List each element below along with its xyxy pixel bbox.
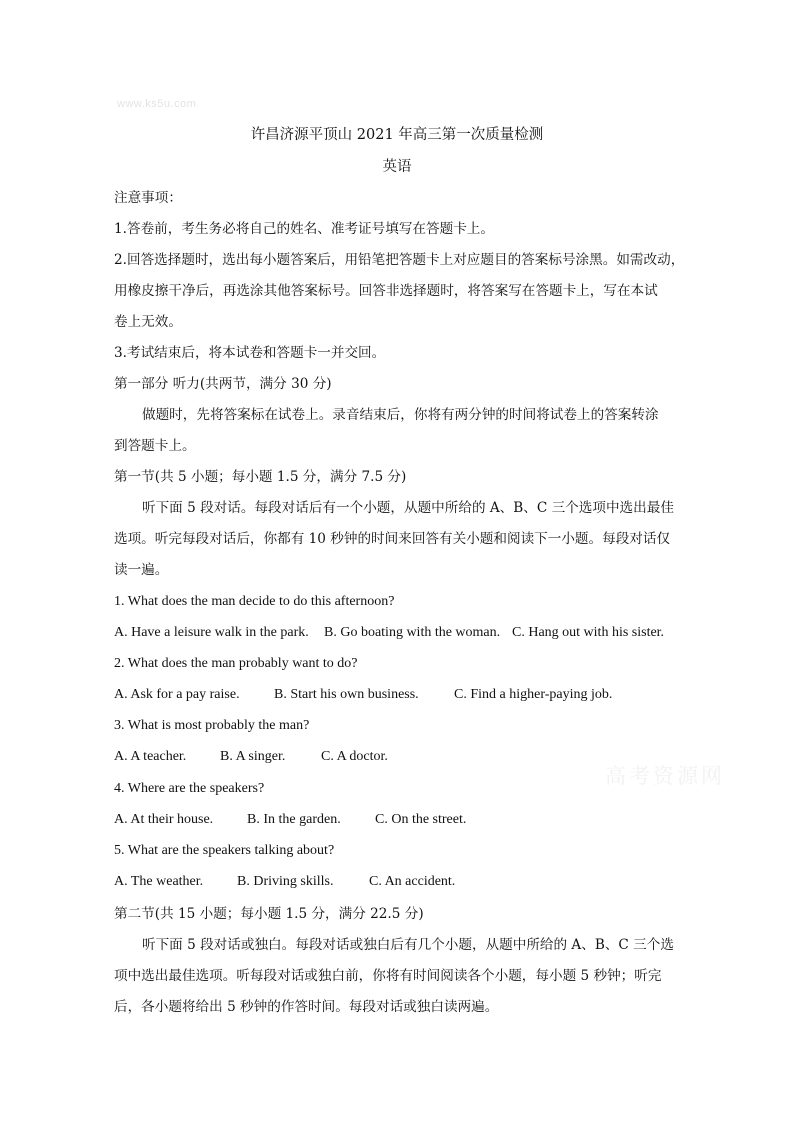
question-5-option-a: A. The weather. (114, 874, 204, 889)
question-1-option-a: A. Have a leisure walk in the park. (114, 625, 309, 640)
question-4-stem: 4. Where are the speakers? (114, 781, 265, 796)
section2-heading: 第二节(共 15 小题；每小题 1.5 分，满分 22.5 分) (114, 906, 424, 922)
notice-item-2-line-2: 用橡皮擦干净后，再选涂其他答案标号。回答非选择题时，将答案写在答题卡上，写在本试 (114, 283, 658, 299)
question-1-option-c: C. Hang out with his sister. (512, 625, 665, 640)
question-2-stem: 2. What does the man probably want to do? (114, 656, 358, 671)
question-5-option-b: B. Driving skills. (237, 874, 334, 889)
question-4-options (114, 811, 690, 829)
notice-heading: 注意事项： (114, 190, 182, 206)
section2-instr-line-2: 项中选出最佳选项。听每段对话或独白前，你将有时间阅读各个小题，每小题 5 秒钟；听完 (114, 968, 662, 984)
question-1-stem: 1. What does the man decide to do this afternoon? (114, 594, 395, 609)
notice-item-3: 3.考试结束后，将本试卷和答题卡一并交回。 (114, 345, 386, 361)
section2-instr-line-1: 听下面 5 段对话或独白。每段对话或独白后有几个小题，从题中所给的 A、B、C 三个选 (142, 937, 674, 953)
watermark-right: 高考资源网 (605, 764, 725, 788)
exam-title: 许昌济源平顶山 2021 年高三第一次质量检测 (250, 127, 544, 143)
question-4-option-b: B. In the garden. (247, 812, 341, 827)
exam-subject: 英语 (382, 159, 412, 175)
question-1-option-b: B. Go boating with the woman. (324, 625, 501, 640)
question-5-stem: 5. What are the speakers talking about? (114, 843, 335, 858)
question-5-options (114, 873, 690, 891)
notice-item-1: 1.答卷前，考生务必将自己的姓名、准考证号填写在答题卡上。 (114, 221, 494, 237)
question-3-stem: 3. What is most probably the man? (114, 718, 310, 733)
part1-intro-line-1: 做题时，先将答案标在试卷上。录音结束后，你将有两分钟的时间将试卷上的答案转涂 (142, 407, 659, 423)
watermark-top: www.ks5u.com (117, 98, 197, 110)
section1-instr-line-2: 选项。听完每段对话后，你都有 10 秒钟的时间来回答有关小题和阅读下一小题。每段对话仅 (114, 531, 671, 547)
question-5-option-c: C. An accident. (369, 874, 456, 889)
question-3-option-b: B. A singer. (220, 749, 286, 764)
section1-heading: 第一节(共 5 小题；每小题 1.5 分，满分 7.5 分) (114, 469, 407, 485)
question-3-option-c: C. A doctor. (321, 749, 388, 764)
question-3-option-a: A. A teacher. (114, 749, 187, 764)
question-2-options (114, 686, 690, 704)
question-2-option-a: A. Ask for a pay raise. (114, 687, 240, 702)
question-4-option-a: A. At their house. (114, 812, 214, 827)
part1-intro-line-2: 到答题卡上。 (114, 438, 196, 454)
question-4-option-c: C. On the street. (375, 812, 467, 827)
section2-instr-line-3: 后，各小题将给出 5 秒钟的作答时间。每段对话或独白读两遍。 (114, 999, 499, 1015)
question-1-options (114, 624, 690, 642)
question-2-option-b: B. Start his own business. (274, 687, 419, 702)
notice-item-2-line-3: 卷上无效。 (114, 314, 182, 330)
notice-item-2-line-1: 2.回答选择题时，选出每小题答案后，用铅笔把答题卡上对应题目的答案标号涂黑。如需改动， (114, 252, 685, 268)
section1-instr-line-1: 听下面 5 段对话。每段对话后有一个小题，从题中所给的 A、B、C 三个选项中选出最佳 (142, 500, 674, 516)
section1-instr-line-3: 读一遍。 (114, 562, 169, 578)
part1-heading: 第一部分 听力(共两节，满分 30 分) (114, 376, 332, 392)
question-3-options (114, 748, 690, 766)
question-2-option-c: C. Find a higher-paying job. (454, 687, 613, 702)
